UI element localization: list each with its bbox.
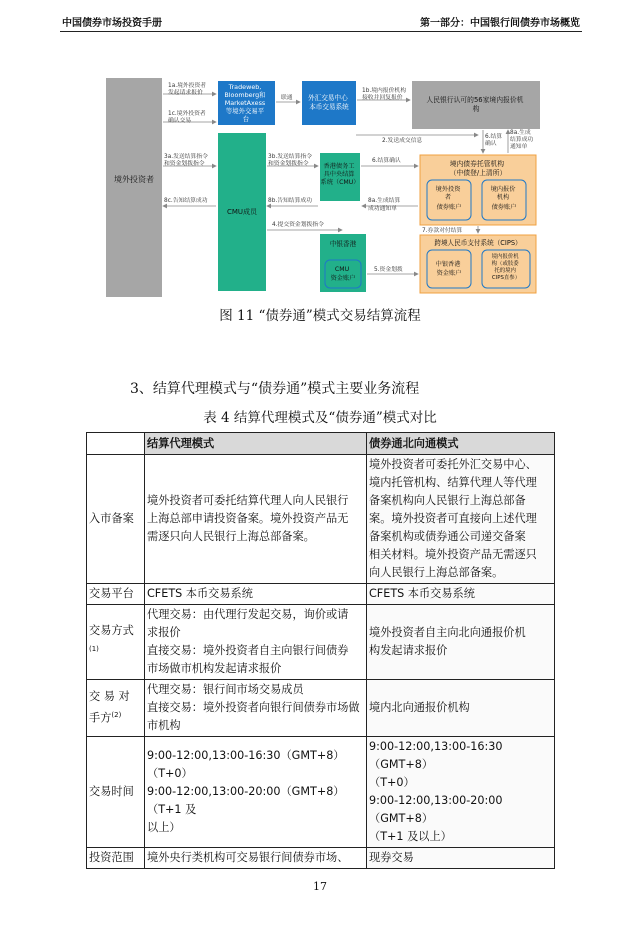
domestic-custodian-line-1: 境内债券托管机构 — [449, 160, 505, 168]
cell-line: 上海总部申请投资备案。境外投资产品无 — [147, 512, 349, 525]
label-6-right-line-1: 6.结算 — [485, 134, 503, 140]
row-label-footnote: (1) — [89, 645, 99, 654]
northbound-cell — [367, 605, 555, 680]
label-1a — [168, 81, 208, 96]
cell-line: 9:00-12:00,13:00-20:00（GMT+8）（T+1 及 — [147, 785, 345, 816]
label-8a-mid-line-1: 8a.生成结算 — [368, 198, 401, 204]
quoter-funds-line-4: CIPS直参） — [491, 275, 521, 281]
boc-hk-funds-line-1: 中银香港 — [435, 261, 461, 268]
cmu-funds-line-1: CMU — [334, 266, 350, 273]
label-6: 6.结算确认 — [372, 158, 401, 164]
cell-line: 需逐只向人民银行上海总部备案。 — [147, 530, 315, 543]
cips-label: 跨境人民币支付系统（CIPS） — [434, 239, 522, 247]
cell-line: （T+1 及以上） — [369, 830, 452, 843]
header-cell-settlement-agent: 结算代理模式 — [145, 433, 367, 455]
row-label: 投资范围 — [89, 851, 134, 864]
cell-line: 案。境外投资者可直接向上述代理 — [369, 512, 537, 525]
table-row — [87, 605, 555, 680]
running-header-left: 中国债券市场投资手册 — [62, 18, 162, 29]
label-1c-line-2: 确认交易 — [168, 118, 192, 124]
northbound-cell — [367, 455, 555, 584]
row-label-footnote: (2) — [111, 711, 122, 720]
table-row — [87, 455, 555, 584]
row-label: 交 易 对 手方 — [89, 690, 130, 725]
cell-line: 境外央行类机构可交易银行间债券市场、 — [147, 851, 349, 864]
table-row — [87, 848, 555, 869]
cmu-funds-line-2: 资金账户 — [330, 275, 356, 282]
label-3b-line-1: 3b.发送结算指令 — [268, 154, 312, 160]
label-3a-line-1: 3a.发送结算指令 — [164, 154, 208, 160]
label-8c: 8c.告知结算成功 — [164, 198, 208, 204]
label-1b — [362, 86, 408, 101]
pboc-quoters-line-2: 构 — [472, 105, 480, 113]
settlement-agent-cell — [145, 737, 367, 848]
label-6-right-line-2: 确认 — [485, 141, 497, 147]
cell-line: （T+0） — [369, 776, 415, 789]
header-rule — [60, 31, 582, 32]
label-8a-mid — [368, 196, 402, 212]
settlement-agent-cell — [145, 584, 367, 605]
label-4: 4.提交资金划拨指令 — [272, 222, 324, 228]
row-label: 入市备案 — [89, 512, 134, 525]
label-3b — [268, 152, 314, 167]
tradeweb-line-3: MarketAxess — [224, 99, 266, 107]
row-label-cell — [87, 584, 145, 605]
cell-line: 直接交易：境外投资者向银行间债券市场做市机构 — [147, 701, 360, 732]
label-2: 2.发送成交信息 — [382, 138, 423, 144]
cell-line: 备案机构向人民银行上海总部备 — [369, 494, 526, 507]
comparison-table — [86, 432, 555, 869]
header-cell-blank — [87, 433, 145, 455]
cell-line: 直接交易：境外投资者自主向银行间债券 — [147, 644, 349, 657]
cell-line: 境外投资者自主向北向通报价机 — [369, 626, 526, 639]
label-link: 联通 — [281, 95, 293, 101]
cell-line: CFETS 本币交易系统 — [147, 587, 253, 600]
table-row — [87, 680, 555, 737]
row-label: 交易时间 — [89, 785, 134, 798]
cell-line: 求报价 — [147, 626, 181, 639]
boc-hk-funds-line-2: 资金账户 — [436, 270, 462, 277]
row-label-cell — [87, 605, 145, 680]
row-label-cell — [87, 848, 145, 869]
table-title: 表 4 结算代理模式及“债券通”模式对比 — [203, 410, 437, 426]
label-1a-line-2: 发起请求报价 — [168, 90, 203, 96]
table-row — [87, 584, 555, 605]
label-1b-line-1: 1b.境内报价机构 — [362, 88, 406, 94]
table-body — [87, 455, 555, 869]
overseas-investor-account: 债券账户 — [436, 204, 462, 211]
hk-cmu-line-1: 香港债务工 — [323, 163, 355, 170]
quoter-funds-line-2: 构（或肢委 — [491, 261, 519, 267]
label-8a-right-line-2: 结算成功 — [510, 137, 534, 143]
figure-caption: 图 11 “债券通”模式交易结算流程 — [219, 308, 421, 324]
header-cell-northbound: 债券通北向通模式 — [367, 433, 555, 455]
cell-line: 现券交易 — [369, 851, 414, 864]
northbound-cell — [367, 848, 555, 869]
cell-line: 以上） — [147, 821, 181, 834]
label-8a-right — [510, 128, 535, 150]
label-5: 5.资金划拨 — [374, 267, 403, 273]
label-1a-line-1: 1a.境外投资者 — [168, 83, 207, 89]
page-number: 17 — [313, 880, 327, 893]
table-row — [87, 737, 555, 848]
cell-line: 市场做市机构发起请求报价 — [147, 662, 282, 675]
tradeweb-line-5: 台 — [242, 115, 250, 123]
domestic-quoter-account: 债券账户 — [491, 204, 517, 211]
northbound-cell — [367, 737, 555, 848]
cell-line: 境外投资者可委托外汇交易中心、 — [369, 458, 537, 471]
boc-hk-label: 中银香港 — [329, 240, 357, 248]
settlement-agent-cell — [145, 680, 367, 737]
cell-line: 9:00-12:00,13:00-16:30（GMT+8）（T+0） — [147, 749, 345, 780]
domestic-quoter-sub-line-2: 机构 — [496, 194, 510, 201]
tradeweb-line-2: Bloomberg和 — [224, 91, 266, 99]
cell-line: CFETS 本币交易系统 — [369, 587, 475, 600]
quoter-funds-label — [492, 252, 521, 281]
running-header-right: 第一部分：中国银行间债券市场概览 — [420, 18, 580, 29]
label-1b-line-2: 接收并回复报价 — [362, 95, 403, 101]
row-label-cell — [87, 680, 145, 737]
cell-line: 备案机构或债券通公司递交备案 — [369, 530, 526, 543]
northbound-cell — [367, 680, 555, 737]
hk-cmu-label — [321, 162, 360, 186]
settlement-agent-cell — [145, 848, 367, 869]
bond-connect-flow-diagram — [106, 78, 543, 297]
cell-line: 相关材料。境外投资产品无需逐只 — [369, 548, 537, 561]
row-label-cell — [87, 455, 145, 584]
boc-hk-funds-box — [427, 250, 471, 288]
cell-line: 构发起请求报价 — [369, 644, 448, 657]
tradeweb-line-4: 等境外交易平 — [225, 107, 265, 115]
cfets-line-1: 外汇交易中心 — [308, 94, 348, 102]
cell-line: 向人民银行上海总部备案。 — [369, 566, 504, 579]
section-heading: 3、结算代理模式与“债券通”模式主要业务流程 — [130, 381, 420, 397]
cell-line: 代理交易：银行间市场交易成员 — [147, 683, 304, 696]
row-label: 交易平台 — [89, 587, 134, 600]
cmu-funds-box — [325, 260, 361, 288]
hk-cmu-line-3: 系统（CMU） — [320, 179, 360, 186]
overseas-investor-label: 境外投资者 — [114, 175, 154, 184]
northbound-cell — [367, 584, 555, 605]
cell-line: 境内托管机构、结算代理人等代理 — [369, 476, 537, 489]
label-3a — [164, 152, 210, 167]
label-1c-line-1: 1c.境外投资者 — [168, 111, 206, 117]
label-8a-mid-line-2: 成功通知单 — [368, 206, 397, 212]
overseas-investor-sub-line-1: 境外投资 — [435, 186, 461, 193]
cmu-member-label: CMU成员 — [226, 208, 258, 216]
pboc-quoters-line-1: 人民银行认可的56家境内报价机 — [426, 96, 524, 104]
row-label-cell — [87, 737, 145, 848]
label-8a-right-line-3: 通知单 — [510, 144, 528, 150]
label-6-right — [485, 132, 504, 147]
quoter-funds-line-1: 境内报价机 — [491, 254, 519, 260]
label-7: 7.券款对付结算 — [422, 228, 463, 234]
domestic-custodian-line-2: （中债登/上清所） — [449, 169, 507, 177]
label-3b-line-2: 和资金划拨指令 — [268, 161, 309, 167]
cell-line: 9:00-12:00,13:00-16:30（GMT+8） — [369, 740, 503, 771]
label-8b: 8b.告知结算成功 — [268, 198, 312, 204]
table-header-row — [87, 433, 555, 455]
cell-line: 9:00-12:00,13:00-20:00（GMT+8） — [369, 794, 503, 825]
quoter-funds-line-3: 托的境内 — [494, 268, 516, 274]
settlement-agent-cell — [145, 605, 367, 680]
cell-line: 境外投资者可委托结算代理人向人民银行 — [147, 494, 349, 507]
cell-line: 境内北向通报价机构 — [369, 701, 470, 714]
settlement-agent-cell — [145, 455, 367, 584]
domestic-quoter-sub-line-1: 境内报价 — [490, 186, 516, 193]
row-label: 交易方式 — [89, 624, 134, 638]
overseas-investor-sub-line-2: 者 — [444, 194, 452, 201]
overseas-investor-box — [106, 78, 162, 297]
hk-cmu-line-2: 具中央结算 — [323, 171, 355, 178]
label-8a-right-line-1: 8a.生成 — [510, 130, 531, 136]
cfets-line-2: 本币交易系统 — [309, 103, 349, 111]
cell-line: 代理交易：由代理行发起交易，询价或请 — [147, 608, 349, 621]
tradeweb-line-1: Tradeweb, — [228, 83, 262, 91]
label-3a-line-2: 和资金划拨指令 — [164, 161, 205, 167]
